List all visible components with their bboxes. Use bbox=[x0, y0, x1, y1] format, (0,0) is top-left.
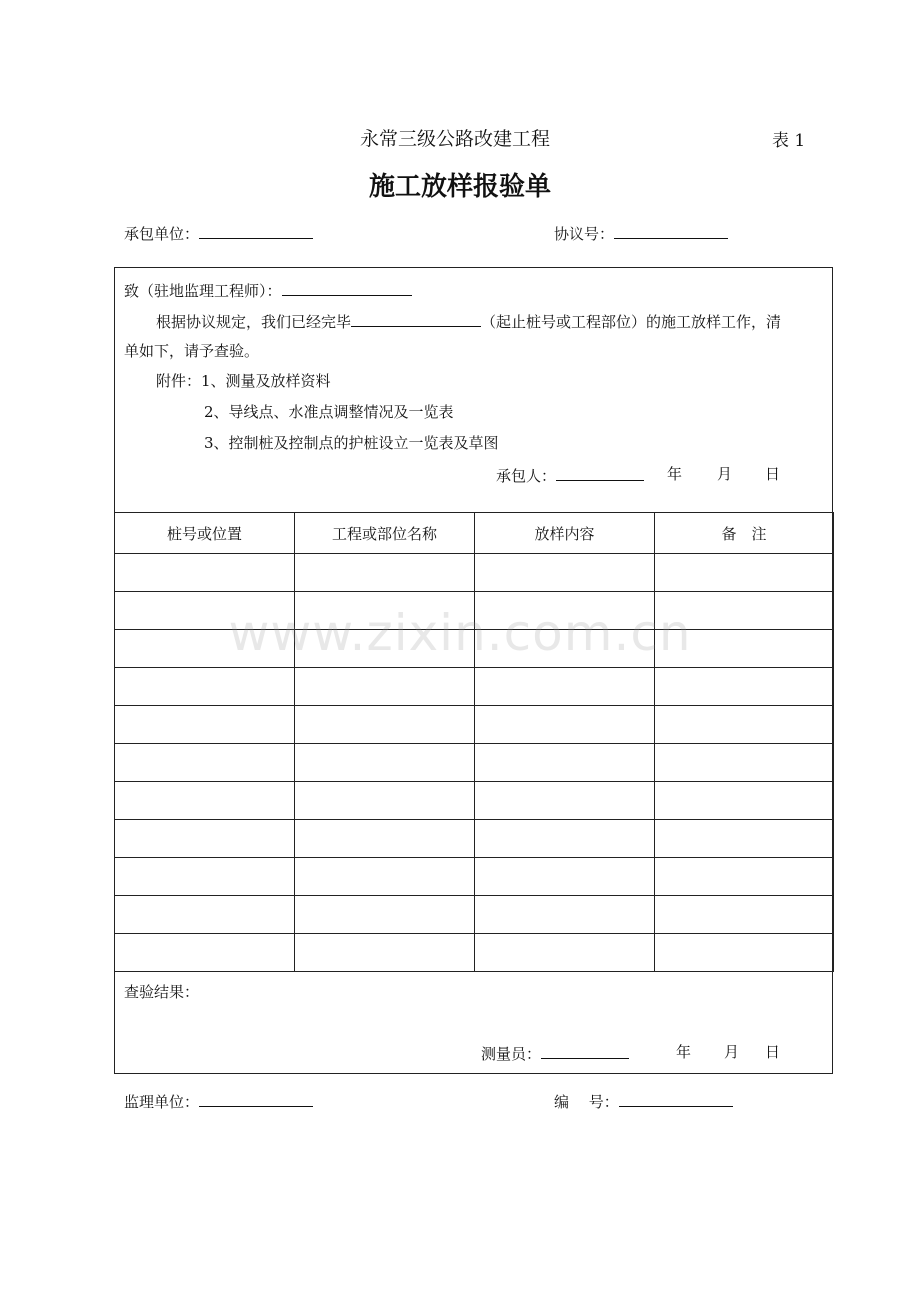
table-cell[interactable] bbox=[295, 820, 475, 858]
table-cell[interactable] bbox=[655, 592, 834, 630]
table-number: 表 1 bbox=[772, 131, 806, 151]
attachment-2: 2、导线点、水准点调整情况及一览表 bbox=[204, 403, 454, 421]
table-row bbox=[115, 592, 834, 630]
table-cell[interactable] bbox=[295, 668, 475, 706]
table-cell[interactable] bbox=[475, 592, 655, 630]
header-part-name: 工程或部位名称 bbox=[295, 513, 475, 554]
table-cell[interactable] bbox=[115, 554, 295, 592]
table-row bbox=[115, 630, 834, 668]
contractor-field bbox=[124, 222, 313, 244]
table-cell[interactable] bbox=[655, 782, 834, 820]
table-cell[interactable] bbox=[115, 592, 295, 630]
table-cell[interactable] bbox=[295, 592, 475, 630]
table-cell[interactable] bbox=[115, 896, 295, 934]
table-cell[interactable] bbox=[655, 668, 834, 706]
table-cell[interactable] bbox=[475, 554, 655, 592]
result-label: 查验结果： bbox=[124, 983, 200, 1001]
body-prefix: 根据协议规定，我们已经完毕 bbox=[156, 313, 352, 331]
table-cell[interactable] bbox=[115, 630, 295, 668]
body-suffix: （起止桩号或工程部位）的施工放样工作，清 bbox=[481, 313, 782, 331]
contractor-signature-line bbox=[496, 464, 644, 486]
table-cell[interactable] bbox=[655, 706, 834, 744]
sign-year: 年 bbox=[667, 465, 683, 483]
table-cell[interactable] bbox=[295, 630, 475, 668]
table-cell[interactable] bbox=[115, 706, 295, 744]
table-cell[interactable] bbox=[115, 858, 295, 896]
header-content: 放样内容 bbox=[475, 513, 655, 554]
agreement-blank[interactable] bbox=[614, 222, 728, 239]
table-cell[interactable] bbox=[295, 896, 475, 934]
addressee-label: 致（驻地监理工程师）： bbox=[124, 282, 282, 300]
number-blank[interactable] bbox=[619, 1090, 733, 1107]
watermark: www.zixin.com.cn bbox=[228, 604, 692, 662]
agreement-field bbox=[554, 222, 728, 244]
table-row bbox=[115, 820, 834, 858]
table-row bbox=[115, 782, 834, 820]
table-cell[interactable] bbox=[115, 934, 295, 972]
table-cell[interactable] bbox=[295, 934, 475, 972]
table-cell[interactable] bbox=[115, 820, 295, 858]
sign-day: 日 bbox=[765, 465, 781, 483]
table-cell[interactable] bbox=[475, 820, 655, 858]
table-cell[interactable] bbox=[295, 706, 475, 744]
table-cell[interactable] bbox=[475, 858, 655, 896]
signer-label: 承包人： bbox=[496, 467, 557, 485]
letter-body-line1 bbox=[156, 310, 781, 332]
number-field bbox=[554, 1090, 733, 1112]
table-cell[interactable] bbox=[655, 554, 834, 592]
number-label: 编 号： bbox=[554, 1093, 619, 1111]
table-cell[interactable] bbox=[475, 896, 655, 934]
signer-blank[interactable] bbox=[556, 464, 644, 481]
table-cell[interactable] bbox=[295, 554, 475, 592]
surveyor-label: 测量员： bbox=[481, 1045, 542, 1063]
supervisor-field bbox=[124, 1090, 313, 1112]
result-month: 月 bbox=[724, 1043, 740, 1061]
table-row bbox=[115, 934, 834, 972]
attachment-1: 附件：1、测量及放样资料 bbox=[156, 372, 331, 390]
table-cell[interactable] bbox=[115, 744, 295, 782]
surveyor-line bbox=[481, 1042, 629, 1064]
table-row bbox=[115, 744, 834, 782]
contractor-label: 承包单位： bbox=[124, 225, 200, 243]
table-cell[interactable] bbox=[475, 782, 655, 820]
table-cell[interactable] bbox=[655, 630, 834, 668]
supervisor-blank[interactable] bbox=[199, 1090, 313, 1107]
agreement-label: 协议号： bbox=[554, 225, 615, 243]
supervisor-label: 监理单位： bbox=[124, 1093, 200, 1111]
header-remarks: 备 注 bbox=[655, 513, 834, 554]
table-header-row bbox=[115, 513, 834, 554]
surveyor-blank[interactable] bbox=[541, 1042, 629, 1059]
table-cell[interactable] bbox=[475, 706, 655, 744]
table-cell[interactable] bbox=[475, 744, 655, 782]
result-day: 日 bbox=[765, 1043, 781, 1061]
table-cell[interactable] bbox=[295, 858, 475, 896]
table-row bbox=[115, 858, 834, 896]
table-cell[interactable] bbox=[475, 668, 655, 706]
letter-body-line2: 单如下，请予查验。 bbox=[124, 342, 260, 360]
table-row bbox=[115, 706, 834, 744]
table-row bbox=[115, 554, 834, 592]
table-cell[interactable] bbox=[655, 820, 834, 858]
addressee-line bbox=[124, 279, 412, 301]
table-cell[interactable] bbox=[115, 782, 295, 820]
attachment-3: 3、控制桩及控制点的护桩设立一览表及草图 bbox=[204, 434, 499, 452]
table-cell[interactable] bbox=[655, 858, 834, 896]
table-cell[interactable] bbox=[655, 934, 834, 972]
table-cell[interactable] bbox=[475, 630, 655, 668]
project-name: 永常三级公路改建工程 bbox=[360, 128, 551, 150]
sign-month: 月 bbox=[717, 465, 733, 483]
stakeout-table bbox=[114, 512, 834, 972]
table-cell[interactable] bbox=[475, 934, 655, 972]
engineer-blank[interactable] bbox=[282, 279, 412, 296]
form-title: 施工放样报验单 bbox=[368, 172, 551, 202]
table-row bbox=[115, 668, 834, 706]
work-range-blank[interactable] bbox=[351, 310, 481, 327]
header-station: 桩号或位置 bbox=[115, 513, 295, 554]
contractor-blank[interactable] bbox=[199, 222, 313, 239]
table-cell[interactable] bbox=[655, 744, 834, 782]
table-cell[interactable] bbox=[115, 668, 295, 706]
table-cell[interactable] bbox=[295, 744, 475, 782]
table-cell[interactable] bbox=[295, 782, 475, 820]
table-row bbox=[115, 896, 834, 934]
result-year: 年 bbox=[676, 1043, 692, 1061]
table-cell[interactable] bbox=[655, 896, 834, 934]
